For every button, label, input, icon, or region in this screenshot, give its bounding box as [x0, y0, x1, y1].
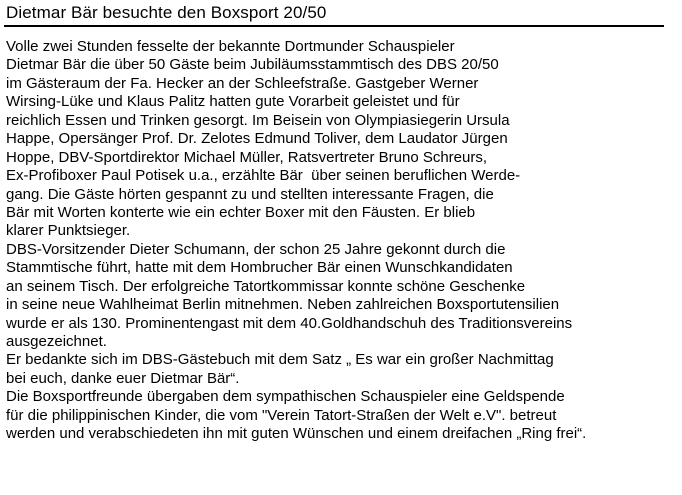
body-line: Happe, Opersänger Prof. Dr. Zelotes Edmund Toliver, dem Laudator Jürgen — [6, 130, 508, 148]
body-line: klarer Punktsieger. — [6, 222, 131, 240]
body-line: an seinem Tisch. Der erfolgreiche Tatortkommissar konnte schöne Geschenke — [6, 277, 526, 295]
body-line: bei euch, danke euer Dietmar Bär“. — [6, 369, 240, 387]
body-line: Dietmar Bär die über 50 Gäste beim Jubiläumsstammtisch des DBS 20/50 — [6, 56, 499, 74]
body-line: Er bedankte sich im DBS-Gästebuch mit dem Satz „ Es war ein großer Nachmittag — [6, 351, 554, 369]
body-line: DBS-Vorsitzender Dieter Schumann, der schon 25 Jahre gekonnt durch die — [6, 240, 506, 258]
body-line: Hoppe, DBV-Sportdirektor Michael Müller, Ratsvertreter Bruno Schreurs, — [6, 148, 488, 166]
body-line: in seine neue Wahlheimat Berlin mitnehmen. Neben zahlreichen Boxsportutensilien — [6, 296, 560, 314]
body-line: im Gästeraum der Fa. Hecker an der Schleefstraße. Gastgeber Werner — [6, 74, 479, 92]
body-line: Wirsing-Lüke und Klaus Palitz hatten gute Vorarbeit geleistet und für — [6, 93, 460, 111]
headline-underline — [4, 25, 664, 27]
body-line: gang. Die Gäste hörten gespannt zu und stellten interessante Fragen, die — [6, 185, 494, 203]
body-line: wurde er als 130. Prominentengast mit dem 40.Goldhandschuh des Traditionsvereins — [6, 314, 573, 332]
body-line: Die Boxsportfreunde übergaben dem sympathischen Schauspieler eine Geldspende — [6, 388, 565, 406]
body-line: werden und verabschiedeten ihn mit guten Wünschen und einem dreifachen „Ring frei“. — [6, 425, 587, 443]
body-line: Stammtische führt, hatte mit dem Hombrucher Bär einen Wunschkandidaten — [6, 259, 513, 277]
article-body — [6, 38, 682, 444]
body-line: ausgezeichnet. — [6, 333, 107, 350]
body-line: Volle zwei Stunden fesselte der bekannte Dortmunder Schauspieler — [6, 38, 455, 55]
body-line: Ex-Profiboxer Paul Potisek u.a., erzählte Bär über seinen beruflichen Werde- — [6, 167, 521, 185]
body-line: für die philippinischen Kinder, die vom "Verein Tatort-Straßen der Welt e.V". betreut — [6, 406, 557, 424]
body-line: Bär mit Worten konterte wie ein echter Boxer mit den Fäusten. Er blieb — [6, 203, 476, 221]
body-line: reichlich Essen und Trinken gesorgt. Im Beisein von Olympiasiegerin Ursula — [6, 111, 510, 129]
article-headline: Dietmar Bär besuchte den Boxsport 20/50 — [6, 3, 327, 22]
